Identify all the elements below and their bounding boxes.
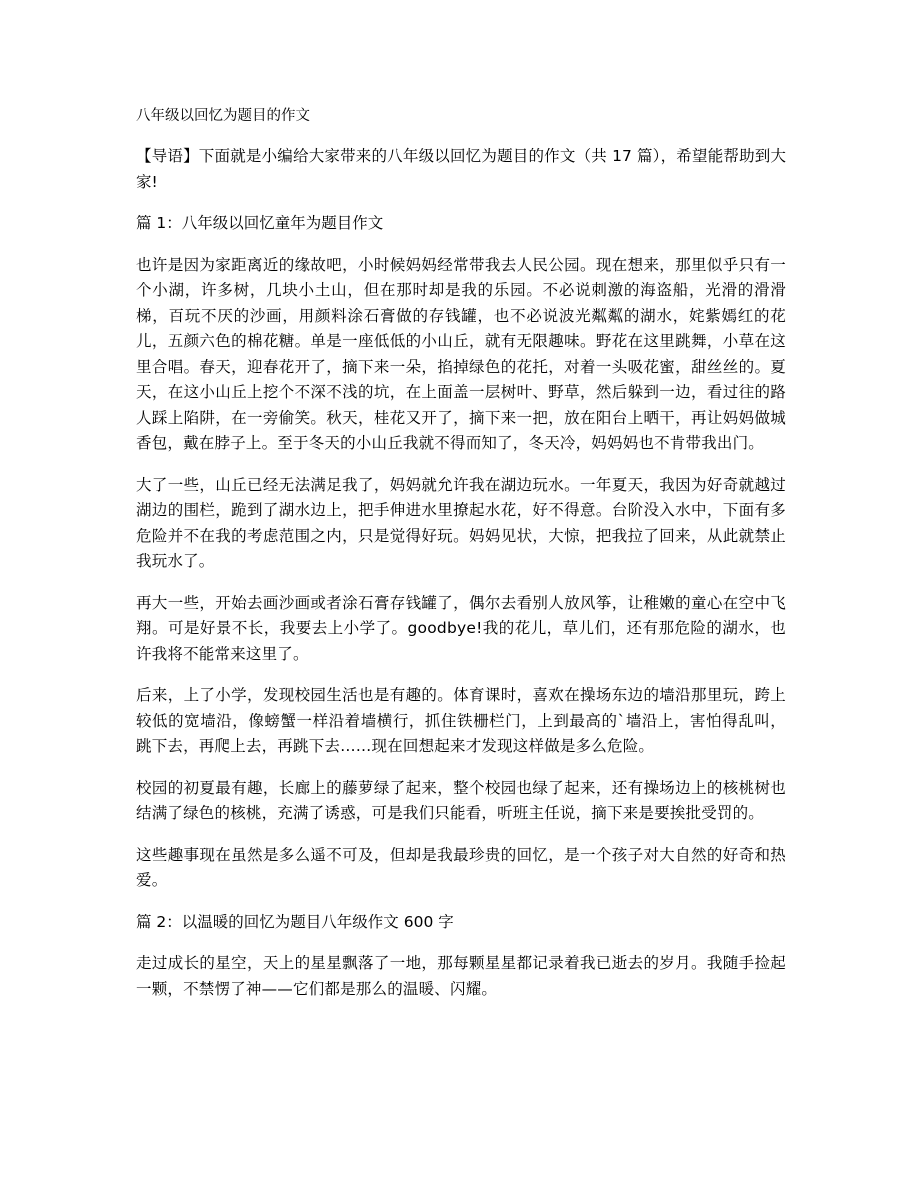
section-1-paragraph-5: 校园的初夏最有趣，长廊上的藤萝绿了起来，整个校园也绿了起来，还有操场边上的核桃树也结满了绿色的核桃，充满了诱惑，可是我们只能看，听班主任说，摘下来是要挨批受罚的。 [136, 778, 786, 822]
section-2-paragraph-1: 走过成长的星空，天上的星星飘落了一地，那每颗星星都记录着我已逝去的岁月。我随手捡起一颗，不禁愣了神——它们都是那么的温暖、闪耀。 [136, 954, 786, 998]
document-title: 八年级以回忆为题目的作文 [136, 108, 310, 124]
document-page [136, 104, 786, 1018]
section-1-paragraph-4: 后来，上了小学，发现校园生活也是有趣的。体育课时，喜欢在操场东边的墙沿那里玩，跨上较低的宽墙沿，像螃蟹一样沿着墙横行，抓住铁栅栏门，上到最高的`墙沿上，害怕得乱叫，跳下去，再爬上去，再跳下去……现在回想起来才发现这样做是多么危险。 [136, 686, 786, 755]
section-1-paragraph-3: 再大一些，开始去画沙画或者涂石膏存钱罐了，偶尔去看别人放风筝，让稚嫩的童心在空中飞翔。可是好景不长，我要去上小学了。goodbye!我的花儿，草儿们，还有那危险的湖水，也许我将不能常来这里了。 [136, 593, 786, 663]
section-1-paragraph-6: 这些趣事现在虽然是多么遥不可及，但却是我最珍贵的回忆，是一个孩子对大自然的好奇和热爱。 [136, 845, 786, 889]
section-2-heading: 篇 2：以温暖的回忆为题目八年级作文 600 字 [136, 912, 454, 931]
section-1-paragraph-2: 大了一些，山丘已经无法满足我了，妈妈就允许我在湖边玩水。一年夏天，我因为好奇就越过湖边的围栏，跪到了湖水边上，把手伸进水里撩起水花，好不得意。台阶没入水中，下面有多危险并不在我的考虑范围之内，只是觉得好玩。妈妈见状，大惊，把我拉了回来，从此就禁止我玩水了。 [136, 475, 786, 570]
section-1-paragraph-1: 也许是因为家距离近的缘故吧，小时候妈妈经常带我去人民公园。现在想来，那里似乎只有一个小湖，许多树，几块小土山，但在那时却是我的乐园。不必说刺激的海盗船，光滑的滑滑梯，百玩不厌的沙画，用颜料涂石膏做的存钱罐，也不必说波光粼粼的湖水，姹紫嫣红的花儿，五颜六色的棉花糖。单是一座低低的小山丘，就有无限趣味。野花在这里跳舞，小草在这里合唱。春天，迎春花开了，摘下来一朵，掐掉绿色的花托，对着一头吸花蜜，甜丝丝的。夏天，在这小山丘上挖个不深不浅的坑，在上面盖一层树叶、野草，然后躲到一边，看过往的路人踩上陷阱，在一旁偷笑。秋天，桂花又开了，摘下来一把，放在阳台上晒干，再让妈妈做城香包，戴在脖子上。至于冬天的小山丘我就不得而知了，冬天冷，妈妈妈也不肯带我出门。 [136, 255, 786, 452]
intro-paragraph: 【导语】下面就是小编给大家带来的八年级以回忆为题目的作文（共 17 篇），希望能帮助到大家! [136, 147, 786, 191]
section-1-heading: 篇 1：八年级以回忆童年为题目作文 [136, 214, 384, 232]
